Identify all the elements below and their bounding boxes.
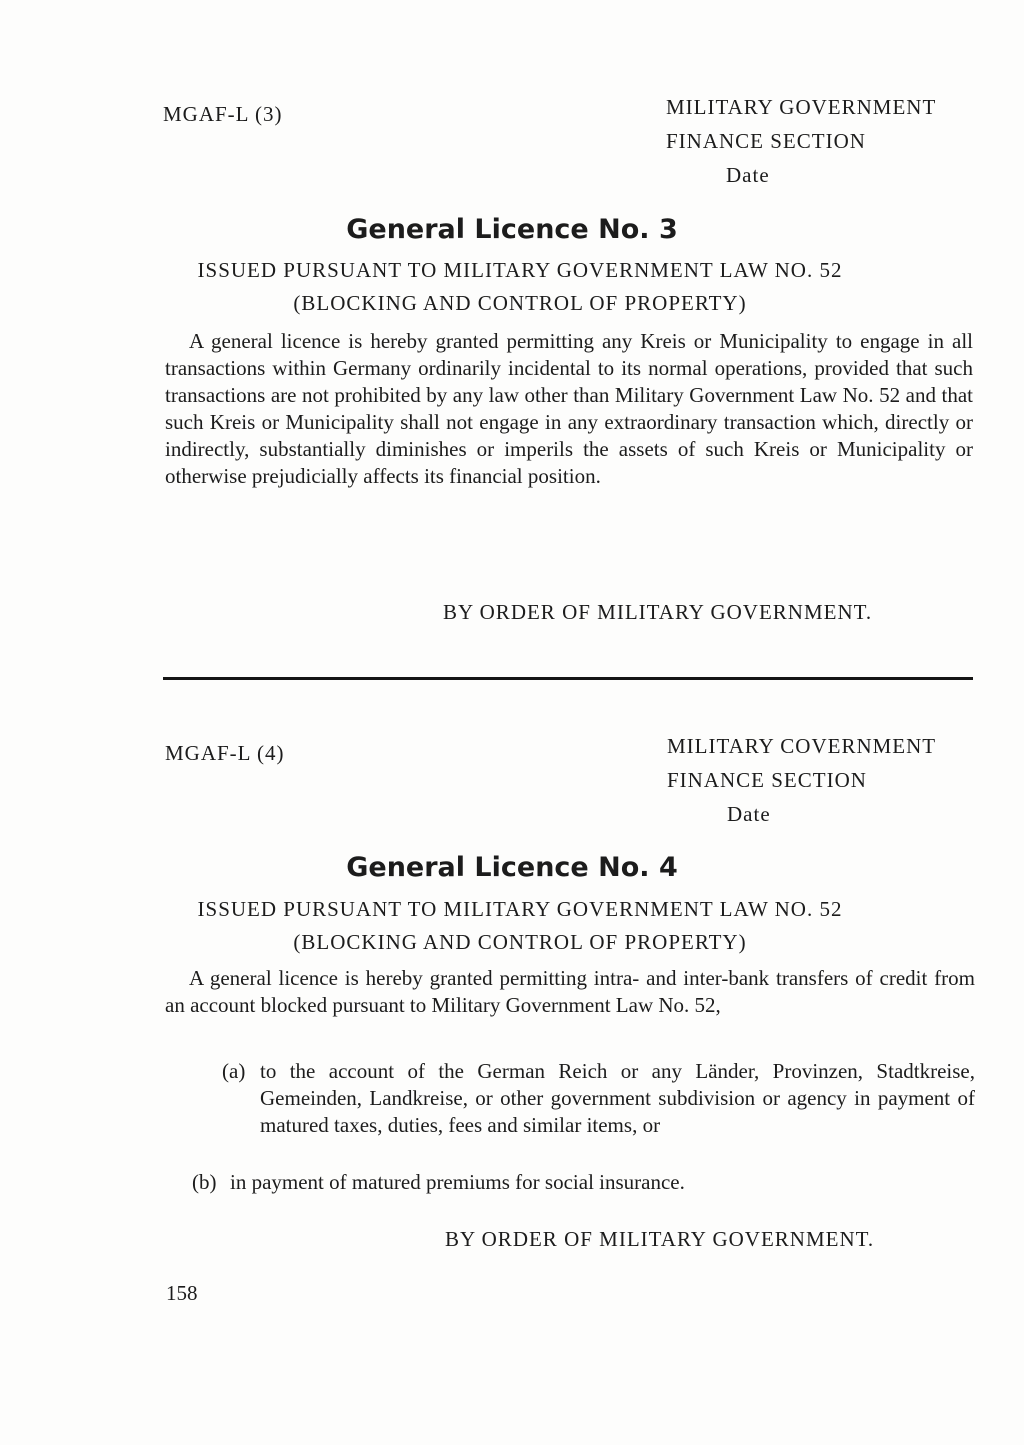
licence-3-subtitle [140,254,900,320]
licence-4-office-line2: FINANCE SECTION [667,768,867,792]
licence-4-item-b-text: in payment of matured premiums for social insurance. [230,1170,685,1194]
licence-4-office-block [667,729,936,831]
licence-4-signature: BY ORDER OF MILITARY GOVERNMENT. [445,1227,875,1251]
licence-4-item-a-marker: (a) [222,1059,246,1083]
licence-3-date-label: Date [726,163,770,187]
licence-4-subtitle-line2: (BLOCKING AND CONTROL OF PROPERTY) [293,930,747,954]
licence-4-subtitle [140,893,900,959]
licence-3-signature: BY ORDER OF MILITARY GOVERNMENT. [443,600,873,624]
licence-4-date-label: Date [727,802,771,826]
licence-3-office-block [666,90,936,192]
page-number: 158 [166,1281,198,1305]
licence-4-body: A general licence is hereby granted permitting intra- and inter-bank transfers of credit from an account blocked pursuant to Military Government Law No. 52, [165,966,975,1017]
licence-3-subtitle-line1: ISSUED PURSUANT TO MILITARY GOVERNMENT LAW NO. 52 [197,258,843,282]
licence-4-subtitle-line1: ISSUED PURSUANT TO MILITARY GOVERNMENT LAW NO. 52 [197,897,843,921]
licence-4-title: General Licence No. 4 [346,852,678,883]
licence-4-item-a [222,1058,975,1139]
licence-3-title: General Licence No. 3 [346,214,678,245]
licence-4-item-b-marker: (b) [192,1170,217,1194]
licence-3-body: A general licence is hereby granted permitting any Kreis or Municipality to engage in all transactions within Germany ordinarily incidental to its normal operations, provided that such transactions are not prohibited by any law other than Military Government Law No. 52 and that such Kreis or Municipality shall not engage in any extraordinary transaction which, directly or indirectly, substantially diminishes or imperils the assets of such Kreis or Municipality or otherwise prejudicially affects its financial position. [165,329,973,488]
licence-3-office-line1: MILITARY GOVERNMENT [666,95,937,119]
licence-4-office-line1: MILITARY COVERNMENT [667,734,937,758]
section-divider [163,677,973,680]
licence-4-item-a-text: to the account of the German Reich or any Länder, Provinzen, Stadtkreise, Gemeinden, Landkreise, or other government subdivision or agency in payment of matured taxes, duties, fees and similar items, or [260,1059,975,1137]
licence-3-reference: MGAF-L (3) [163,102,283,126]
licence-3-subtitle-line2: (BLOCKING AND CONTROL OF PROPERTY) [293,291,747,315]
licence-4-item-b [192,1169,975,1196]
licence-4-reference: MGAF-L (4) [165,741,285,765]
licence-3-office-line2: FINANCE SECTION [666,129,866,153]
